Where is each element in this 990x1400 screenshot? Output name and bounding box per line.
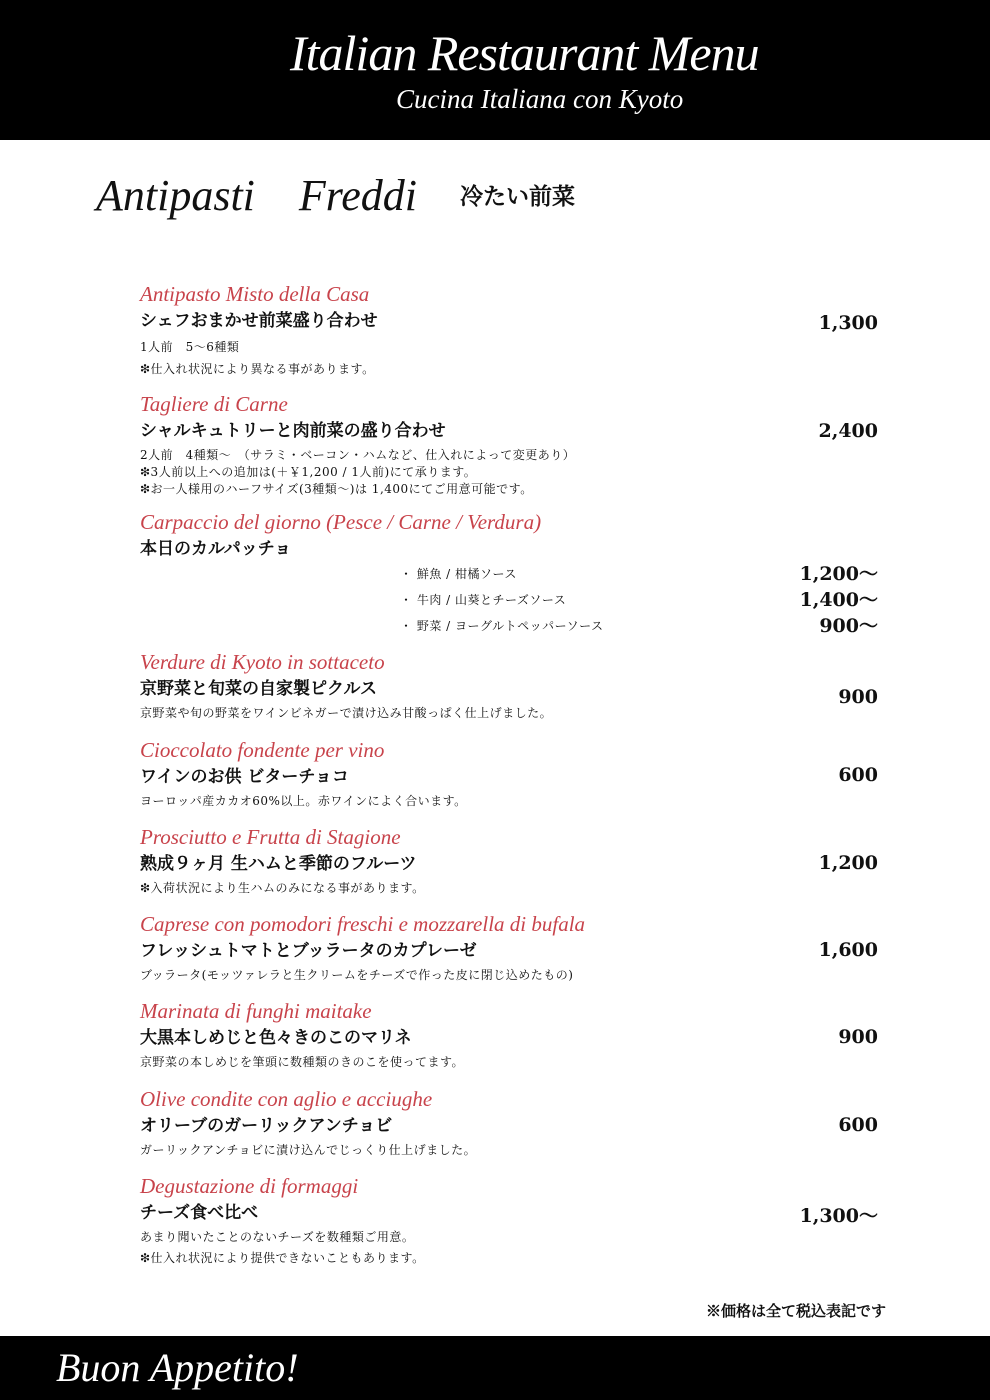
item-name-italian: Antipasto Misto della Casa xyxy=(140,282,370,306)
footer-text: Buon Appetito! xyxy=(56,1345,299,1390)
item-name-japanese: ワインのお供 ビターチョコ xyxy=(140,767,349,787)
item-desc: 京野菜の本しめじを筆頭に数種類のきのこを使ってます。 xyxy=(140,1055,465,1069)
item-name-italian: Cioccolato fondente per vino xyxy=(140,738,385,762)
item-name-italian: Degustazione di formaggi xyxy=(140,1174,359,1198)
item-name-japanese: チーズ食べ比べ xyxy=(140,1203,259,1223)
item-price: 1,200 xyxy=(818,852,878,874)
menu-item-chocolate xyxy=(140,737,890,810)
option-price: 1,200〜 xyxy=(799,563,878,585)
item-note: ❇︎入荷状況により生ハムのみになる事があります。 xyxy=(140,881,425,895)
section-title-it-2: Freddi xyxy=(298,171,418,220)
item-name-italian: Marinata di funghi maitake xyxy=(140,999,372,1023)
item-name-japanese: シャルキュトリーと肉前菜の盛り合わせ xyxy=(140,421,446,441)
menu-item-mushroom-marinade xyxy=(140,998,890,1071)
item-price: 600 xyxy=(838,764,878,786)
section-title-japanese: 冷たい前菜 xyxy=(460,183,575,210)
item-name-japanese: 熟成９ヶ月 生ハムと季節のフルーツ xyxy=(140,854,417,874)
menu-subtitle: Cucina Italiana con Kyoto xyxy=(396,84,684,114)
item-name-japanese: オリーブのガーリックアンチョビ xyxy=(140,1116,393,1136)
item-name-japanese: 京野菜と旬菜の自家製ピクルス xyxy=(140,679,377,699)
menu-item-tagliere-di-carne xyxy=(140,391,890,498)
item-note: ❇︎お一人様用のハーフサイズ(3種類〜)は 1,400にてご用意可能です。 xyxy=(140,482,533,496)
item-name-italian: Olive condite con aglio e acciughe xyxy=(140,1087,433,1111)
item-desc: ガーリックアンチョビに漬け込んでじっくり仕上げました。 xyxy=(140,1143,477,1157)
item-desc: ヨーロッパ産カカオ60%以上。赤ワインによく合います。 xyxy=(140,794,467,808)
option-label: ・ 牛肉 / 山葵とチーズソース xyxy=(400,593,567,607)
item-desc: 1人前 5〜6種類 xyxy=(140,340,240,354)
item-price: 900 xyxy=(838,1026,878,1048)
item-price: 600 xyxy=(838,1114,878,1136)
option-label: ・ 野菜 / ヨーグルトペッパーソース xyxy=(400,619,604,633)
item-price: 900 xyxy=(838,686,878,708)
menu-item-olives xyxy=(140,1086,890,1159)
menu-item-antipasto-misto xyxy=(140,281,890,378)
item-price: 2,400 xyxy=(818,420,878,442)
item-desc: ブッラータ(モッツァレラと生クリームをチーズで作った皮に閉じ込めたもの) xyxy=(140,968,574,982)
option-price: 1,400〜 xyxy=(799,589,878,611)
item-price: 1,300〜 xyxy=(799,1205,878,1227)
menu-item-caprese xyxy=(140,911,890,984)
option-label: ・ 鮮魚 / 柑橘ソース xyxy=(400,567,517,581)
footer-banner xyxy=(0,1336,990,1400)
item-desc: 2人前 4種類〜 （サラミ・ベーコン・ハムなど、仕入れによって変更あり） xyxy=(140,448,576,462)
header-banner xyxy=(0,0,990,140)
item-name-japanese: フレッシュトマトとブッラータのカプレーゼ xyxy=(140,941,477,961)
item-desc: 京野菜や旬の野菜をワインビネガーで漬け込み甘酸っぱく仕上げました。 xyxy=(140,706,553,720)
menu-title: Italian Restaurant Menu xyxy=(290,25,759,81)
section-title-it-1: Antipasti xyxy=(96,171,255,220)
item-desc: あまり聞いたことのないチーズを数種類ご用意。 xyxy=(140,1230,415,1244)
item-name-italian: Caprese con pomodori freschi e mozzarella di bufala xyxy=(140,912,586,936)
item-name-italian: Verdure di Kyoto in sottaceto xyxy=(140,650,385,674)
option-price: 900〜 xyxy=(819,615,878,637)
tax-note: ※価格は全て税込表記です xyxy=(705,1302,886,1320)
carpaccio-option-fish xyxy=(400,559,890,585)
item-name-italian: Prosciutto e Frutta di Stagione xyxy=(140,825,401,849)
carpaccio-option-beef xyxy=(400,585,890,611)
item-price: 1,300 xyxy=(818,312,878,334)
carpaccio-option-vegetable xyxy=(400,611,890,637)
carpaccio-options xyxy=(400,559,890,637)
menu-item-cheese xyxy=(140,1173,890,1267)
section-title-italian xyxy=(96,170,461,221)
item-name-japanese: 大黒本しめじと色々きのこのマリネ xyxy=(140,1028,412,1048)
menu-item-carpaccio xyxy=(140,509,890,637)
menu-item-prosciutto xyxy=(140,824,890,897)
menu-item-pickles xyxy=(140,649,890,722)
item-name-italian: Carpaccio del giorno (Pesce / Carne / Verdura) xyxy=(140,510,542,534)
item-name-italian: Tagliere di Carne xyxy=(140,392,288,416)
item-note: ❇︎仕入れ状況により異なる事があります。 xyxy=(140,362,375,376)
item-price: 1,600 xyxy=(818,939,878,961)
item-note: ❇︎3人前以上への追加は(＋￥1,200 / 1人前)にて承ります。 xyxy=(140,465,477,479)
item-note: ❇︎仕入れ状況により提供できないこともあります。 xyxy=(140,1251,425,1265)
item-name-japanese: シェフおまかせ前菜盛り合わせ xyxy=(140,311,378,331)
item-name-japanese: 本日のカルパッチョ xyxy=(140,539,292,559)
